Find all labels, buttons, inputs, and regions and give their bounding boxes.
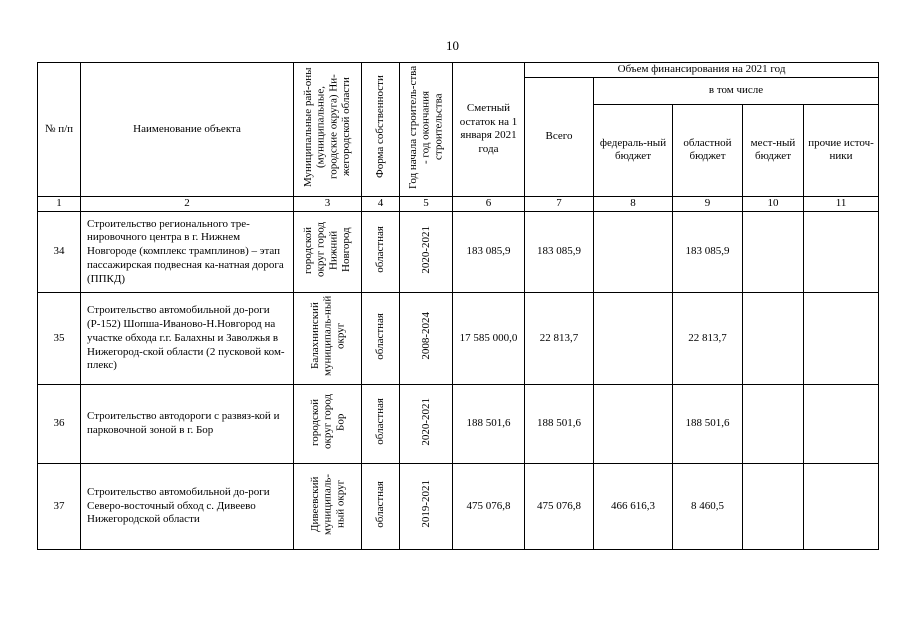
estimated-remain: 475 076,8	[453, 464, 525, 550]
table-row	[38, 464, 879, 550]
column-number: 5	[400, 196, 453, 211]
other-sources	[804, 211, 879, 293]
district-cell	[294, 385, 362, 464]
header-years-cell	[400, 63, 453, 197]
district: Балахнинский муниципаль-ный округ	[308, 296, 346, 377]
column-number: 4	[362, 196, 400, 211]
local-budget	[743, 293, 804, 385]
form-cell	[362, 293, 400, 385]
column-number: 8	[594, 196, 673, 211]
years-cell	[400, 464, 453, 550]
ownership-form: областная	[374, 226, 387, 273]
header-regional: областной бюджет	[673, 104, 743, 196]
district-cell	[294, 293, 362, 385]
construction-years: 2020-2021	[419, 397, 432, 446]
table-row	[38, 385, 879, 464]
header-district-cell	[294, 63, 362, 197]
header-name: Наименование объекта	[81, 63, 294, 197]
row-num: 34	[38, 211, 81, 293]
federal-budget	[594, 293, 673, 385]
years-cell	[400, 211, 453, 293]
other-sources	[804, 293, 879, 385]
construction-years: 2019-2021	[419, 480, 432, 528]
total: 475 076,8	[525, 464, 594, 550]
construction-years: 2020-2021	[419, 225, 432, 274]
header-remain: Сметный остаток на 1 января 2021 года	[453, 63, 525, 197]
federal-budget	[594, 211, 673, 293]
estimated-remain: 183 085,9	[453, 211, 525, 293]
estimated-remain: 188 501,6	[453, 385, 525, 464]
estimated-remain: 17 585 000,0	[453, 293, 525, 385]
district: городской округ город Бор	[308, 394, 346, 450]
years-cell	[400, 293, 453, 385]
column-number: 2	[81, 196, 294, 211]
object-name: Строительство автодороги с развяз-кой и парковочной зоной в г. Бор	[81, 385, 294, 464]
district: городской округ город Нижний Новгород	[302, 222, 353, 277]
form-cell	[362, 385, 400, 464]
regional-budget: 22 813,7	[673, 293, 743, 385]
regional-budget: 8 460,5	[673, 464, 743, 550]
header-including: в том числе	[594, 78, 879, 105]
header-years: Год начала строитель-ства - год окончания строительства	[407, 65, 445, 189]
form-cell	[362, 211, 400, 293]
row-num: 36	[38, 385, 81, 464]
federal-budget	[594, 385, 673, 464]
header-federal: федераль-ный бюджет	[594, 104, 673, 196]
column-number: 9	[673, 196, 743, 211]
ownership-form: областная	[374, 480, 387, 528]
row-num: 37	[38, 464, 81, 550]
total: 183 085,9	[525, 211, 594, 293]
header-other: прочие источ-ники	[804, 104, 879, 196]
table-row	[38, 293, 879, 385]
column-number: 6	[453, 196, 525, 211]
column-number: 7	[525, 196, 594, 211]
district: Дивеевский муниципаль-ный округ	[308, 473, 346, 535]
form-cell	[362, 464, 400, 550]
column-number: 10	[743, 196, 804, 211]
header-district: Муниципальные рай-оны (муниципальные, городские округа) Ни-жегородской области	[302, 67, 353, 187]
header-form: Форма собственности	[374, 75, 387, 179]
header-funding: Объем финансирования на 2021 год	[525, 63, 879, 78]
years-cell	[400, 385, 453, 464]
local-budget	[743, 211, 804, 293]
regional-budget: 183 085,9	[673, 211, 743, 293]
ownership-form: областная	[374, 312, 387, 360]
object-name: Строительство автомобильной до-роги (Р-152) Шопша-Иваново-Н.Новгород на участке обхода г.г. Балахны и Заволжья в Нижегород-ской области (2 пусковой ком-плекс)	[81, 293, 294, 385]
header-num: № п/п	[38, 63, 81, 197]
regional-budget: 188 501,6	[673, 385, 743, 464]
other-sources	[804, 385, 879, 464]
table-row	[38, 211, 879, 293]
column-number: 1	[38, 196, 81, 211]
page-number: 10	[446, 38, 459, 53]
row-num: 35	[38, 293, 81, 385]
other-sources	[804, 464, 879, 550]
district-cell	[294, 464, 362, 550]
total: 188 501,6	[525, 385, 594, 464]
header-form-cell	[362, 63, 400, 197]
funding-table	[37, 62, 879, 550]
total: 22 813,7	[525, 293, 594, 385]
district-cell	[294, 211, 362, 293]
federal-budget: 466 616,3	[594, 464, 673, 550]
ownership-form: областная	[374, 398, 387, 445]
local-budget	[743, 464, 804, 550]
construction-years: 2008-2024	[419, 312, 432, 361]
header-local: мест-ный бюджет	[743, 104, 804, 196]
column-number: 3	[294, 196, 362, 211]
column-number: 11	[804, 196, 879, 211]
object-name: Строительство автомобильной до-роги Северо-восточный обход с. Дивеево Нижегородской области	[81, 464, 294, 550]
object-name: Строительство регионального тре-нировочного центра в г. Нижнем Новгороде (комплекс трамплинов) – этап пассажирская подвесная ка-натная дорога (ППКД)	[81, 211, 294, 293]
local-budget	[743, 385, 804, 464]
header-total: Всего	[525, 78, 594, 197]
